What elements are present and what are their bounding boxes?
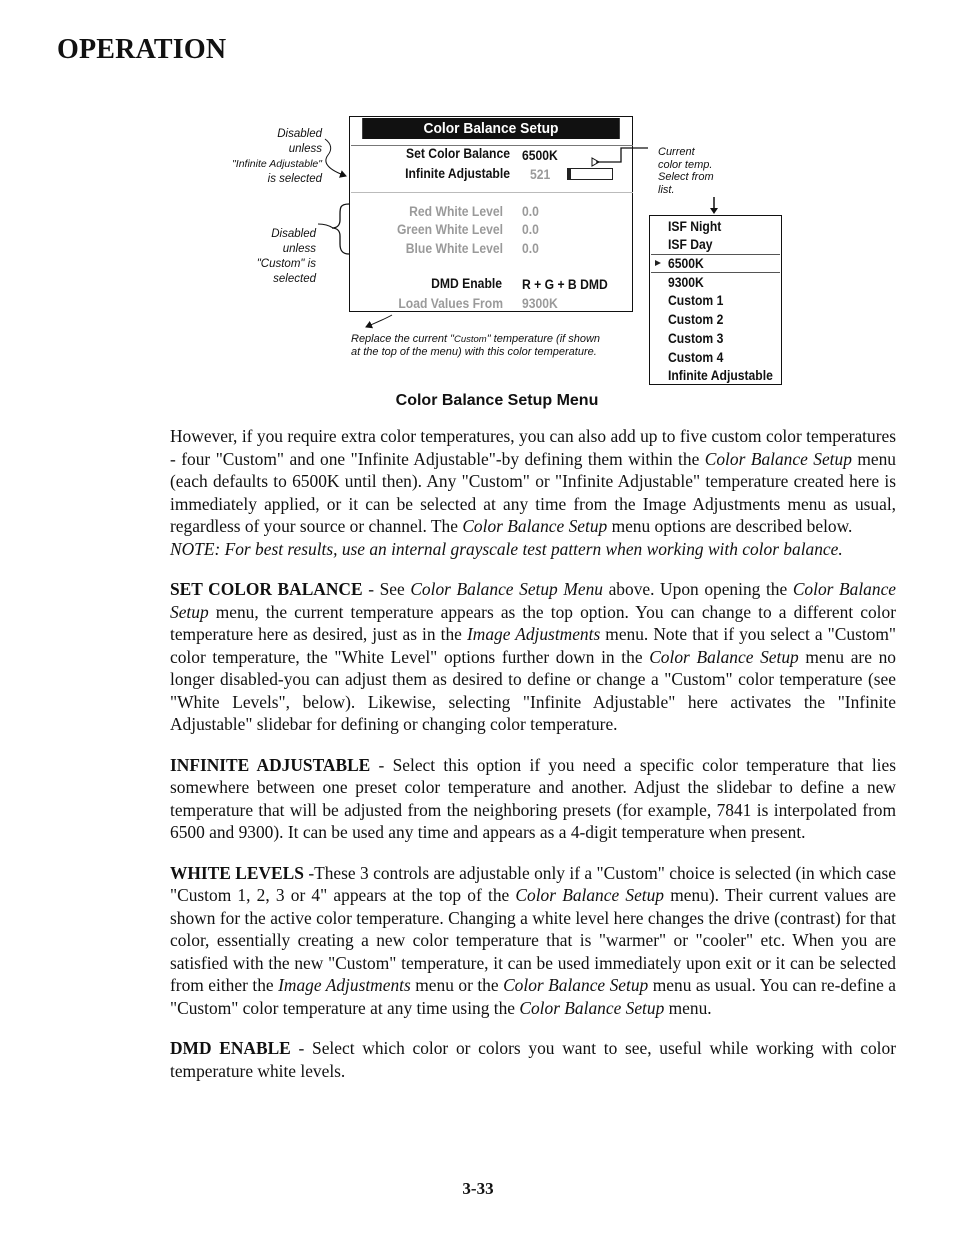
section-infinite-adjustable: INFINITE ADJUSTABLE - Select this option if you need a specific color temperature that lies somewhere between one preset color temperature and another. Adjust the slidebar to define a new temperature that will be adjusted from the neighboring presets (for example, 7841 is interpolated from 6500 and 9300). It can be used any time and appears as a 4-digit temperature when present. bbox=[170, 754, 896, 842]
leader-custom-note bbox=[318, 224, 333, 228]
row-value-green-white-level: 0.0 bbox=[522, 222, 539, 237]
row-value-set-color-balance[interactable]: 6500K bbox=[522, 148, 558, 163]
row-value-red-white-level: 0.0 bbox=[522, 204, 539, 219]
intro-paragraph: However, if you require extra color temperatures, you can also add up to five custom color temperatures - four "Custom" and one "Infinite Adjustable"-by defining them within the Color Balance Setup menu (each defaults to 6500K until then). Any "Custom" or "Infinite Adjustable" temperature created here is immediately applied, or it can be selected at any time from the Image Adjustments menu as usual, regardless of your source or channel. The Color Balance Setup menu options are described below. bbox=[170, 426, 897, 536]
note-replace: Replace the current "Custom" temperature (if shown at the top of the menu) with this color temperature. bbox=[351, 333, 601, 358]
row-label-dmd-enable[interactable]: DMD Enable bbox=[431, 276, 502, 291]
row-label-infinite-adjustable[interactable]: Infinite Adjustable bbox=[405, 166, 510, 181]
page-number: 3-33 bbox=[462, 1179, 494, 1198]
custom-bracket-brace bbox=[332, 204, 349, 254]
note-paragraph: NOTE: For best results, use an internal grayscale test pattern when working with color balance. bbox=[170, 538, 843, 559]
dropdown-item-isf-night[interactable]: ISF Night bbox=[668, 219, 722, 234]
section-dmd-enable: DMD ENABLE - Select which color or colors you want to see, useful while working with color temperature white levels. bbox=[170, 1038, 896, 1081]
note-custom-disabled: Disabled unless "Custom" is selected bbox=[256, 228, 316, 285]
body-text bbox=[170, 425, 896, 1100]
row-label-blue-white-level: Blue White Level bbox=[405, 241, 503, 256]
dropdown-item-custom-4[interactable]: Custom 4 bbox=[668, 350, 724, 365]
row-value-infinite-adjustable: 521 bbox=[530, 167, 551, 182]
dropdown-item-custom-2[interactable]: Custom 2 bbox=[668, 312, 724, 327]
row-label-red-white-level: Red White Level bbox=[409, 204, 503, 219]
dropdown-item-infinite-adjustable[interactable]: Infinite Adjustable bbox=[668, 368, 773, 383]
leader-current-temp bbox=[596, 148, 648, 162]
section-white-levels: WHITE LEVELS -These 3 controls are adjustable only if a "Custom" choice is selected (in which case "Custom 1, 2, 3 or 4" appears at the top of the Color Balance Setup menu). Their current values are shown for the active color temperature. Changing a white level here changes the drive (contrast) for that color, essentially creating a new color temperature that is "warmer" or "cooler" etc. When you are satisfied with the new "Custom" temperature, it can be used immediately upon exit or it can be selected from either the Image Adjustments menu or the Color Balance Setup menu as usual. You can re-define a "Custom" color temperature at any time using the Color Balance Setup menu. bbox=[170, 862, 897, 1018]
note-infinite-disabled: Disabled unless "Infinite Adjustable" is selected bbox=[232, 128, 322, 185]
row-value-dmd-enable[interactable]: R + G + B DMD bbox=[522, 277, 608, 292]
figure-leader-lines bbox=[0, 0, 954, 420]
dropdown-item-6500k[interactable]: 6500K bbox=[668, 256, 704, 271]
row-label-green-white-level: Green White Level bbox=[396, 222, 503, 237]
row-value-blue-white-level: 0.0 bbox=[522, 241, 539, 256]
dropdown-item-9300k[interactable]: 9300K bbox=[668, 275, 704, 290]
dropdown-item-custom-1[interactable]: Custom 1 bbox=[668, 293, 724, 308]
section-set-color-balance: SET COLOR BALANCE - See Color Balance Setup Menu above. Upon opening the Color Balance Setup menu, the current temperature appears as the top option. You can change to a different color temperature here as desired, just as in the Image Adjustments menu. Note that if you select a "Custom" color temperature, the "White Level" options further down in the Color Balance Setup menu are no longer disabled-you can adjust them as desired to define or change a "Custom" color temperature (see "White Levels", below). Likewise, selecting "Infinite Adjustable" here activates the "Infinite Adjustable" slidebar for defining or changing color temperature. bbox=[170, 579, 897, 734]
note-current-temp: Current color temp. Select from list. bbox=[658, 146, 714, 196]
dropdown-item-isf-day[interactable]: ISF Day bbox=[668, 237, 713, 252]
row-value-load-values-from: 9300K bbox=[522, 296, 558, 311]
page-heading: OPERATION bbox=[57, 34, 227, 65]
dropdown-item-custom-3[interactable]: Custom 3 bbox=[668, 331, 724, 346]
row-label-load-values-from: Load Values From bbox=[398, 296, 503, 311]
row-label-set-color-balance[interactable]: Set Color Balance bbox=[406, 146, 510, 161]
leader-replace-note bbox=[366, 315, 392, 327]
menu-title: Color Balance Setup bbox=[362, 118, 620, 139]
leader-infinite-note bbox=[325, 139, 346, 176]
figure-caption: Color Balance Setup Menu bbox=[395, 392, 599, 409]
